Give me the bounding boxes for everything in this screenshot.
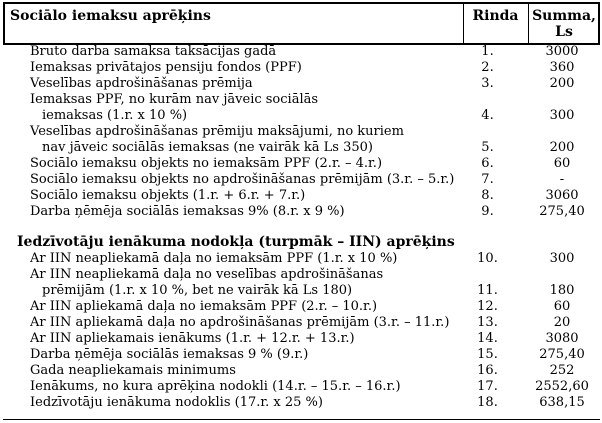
row-sum: 2552,60 [535,379,589,394]
row-label: Ar IIN apliekamais ienākums (1.r. + 12.r. + 13.r.) [30,331,355,346]
table-bottom-border [3,419,600,420]
row-number: 11. [477,283,498,298]
table-top-border [3,2,600,4]
row-sum: 3000 [545,44,579,59]
row-sum: 200 [549,140,575,155]
row-sum: 60 [553,156,571,171]
row-label: Sociālo iemaksu objekts no apdrošināšanas prēmijām (3.r. – 5.r.) [30,172,455,187]
row-label: Ar IIN neapliekamā daļa no veselības apdrošināšanas [30,267,384,282]
header-rinda: Rinda [472,8,519,24]
row-label: Darba ņēmēja sociālās iemaksas 9 % (9.r.) [30,347,309,362]
row-sum: 60 [553,299,571,314]
row-label: Iedzīvotāju ienākuma nodoklis (17.r. x 25 %) [30,395,323,410]
section-title-iin: Iedzīvotāju ienākuma nodokļa (turpmāk – IIN) aprēķins [17,234,455,250]
row-label: Ar IIN apliekamā daļa no apdrošināšanas prēmijām (3.r. – 11.r.) [30,315,450,330]
row-label: Ar IIN apliekamā daļa no iemaksām PPF (2.r. – 10.r.) [30,299,378,314]
row-sum: 300 [549,251,575,266]
row-sum: 3060 [545,188,579,203]
row-sum: 275,40 [539,347,585,362]
row-number: 13. [477,315,498,330]
row-label: Sociālo iemaksu objekts no iemaksām PPF (2.r. – 4.r.) [30,156,383,171]
row-sum: 180 [549,283,575,298]
row-number: 9. [481,204,494,219]
header-title: Sociālo iemaksu aprēķins [10,8,211,24]
row-number: 17. [477,379,498,394]
row-sum: 20 [553,315,571,330]
row-label: Iemaksas privātajos pensiju fondos (PPF) [30,60,302,75]
row-label: Veselības apdrošināšanas prēmija [30,76,253,91]
row-label: Ienākums, no kura aprēķina nodokli (14.r. – 15.r. – 16.r.) [30,379,401,394]
row-number: 5. [481,140,494,155]
row-label: iemaksas (1.r. x 10 %) [42,108,188,123]
row-sum: 360 [549,60,575,75]
row-number: 4. [481,108,494,123]
row-sum: 3080 [545,331,579,346]
row-number: 2. [481,60,494,75]
row-number: 16. [477,363,498,378]
row-sum: 200 [549,76,575,91]
row-label: Darba ņēmēja sociālās iemaksas 9% (8.r. x 9 %) [30,204,345,219]
row-number: 3. [481,76,494,91]
row-sum: 252 [549,363,575,378]
row-number: 6. [481,156,494,171]
row-sum: 300 [549,108,575,123]
row-label: Gada neapliekamais minimums [30,363,236,378]
row-label: Iemaksas PPF, no kurām nav jāveic sociālās [30,92,319,107]
row-sum: - [559,172,565,187]
row-sum: 638,15 [539,395,585,410]
table-left-border [3,2,5,45]
row-number: 12. [477,299,498,314]
row-number: 18. [477,395,498,410]
row-number: 8. [481,188,494,203]
row-number: 1. [481,44,494,59]
row-label: nav jāveic sociālās iemaksas (ne vairāk kā Ls 350) [42,140,373,155]
row-label: Ar IIN neapliekamā daļa no iemaksām PPF (1.r. x 10 %) [30,251,398,266]
row-number: 10. [477,251,498,266]
header-summa-unit: Ls [555,24,573,40]
row-number: 7. [481,172,494,187]
row-label: prēmijām (1.r. x 10 %, bet ne vairāk kā Ls 180) [42,283,353,298]
row-label: Sociālo iemaksu objekts (1.r. + 6.r. + 7.r.) [30,188,306,203]
row-sum: 275,40 [539,204,585,219]
row-label: Bruto darba samaksa taksācijas gadā [30,44,277,59]
row-label: Veselības apdrošināšanas prēmiju maksājumi, no kuriem [30,124,404,139]
row-number: 15. [477,347,498,362]
row-number: 14. [477,331,498,346]
header-summa: Summa, [532,8,596,24]
